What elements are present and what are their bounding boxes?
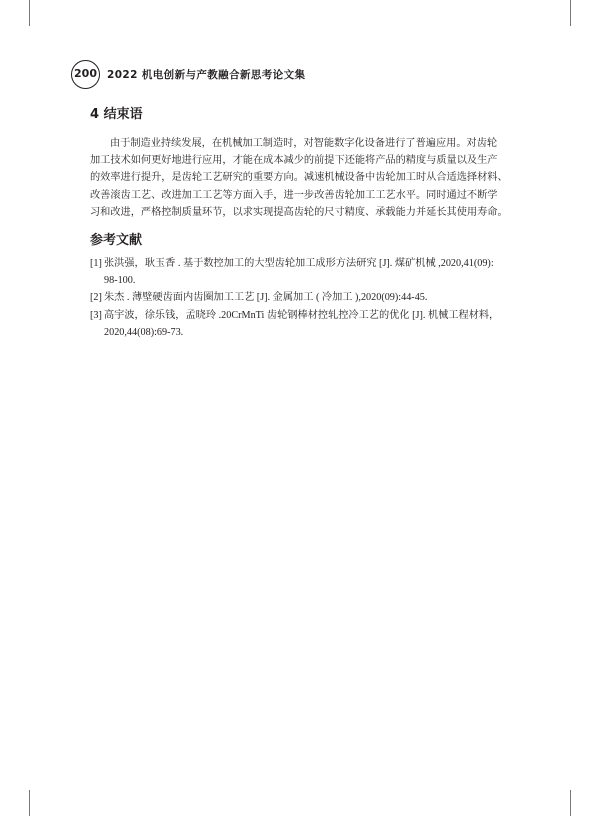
crop-mark-bottom-left: [29, 790, 30, 816]
running-title: 2022 机电创新与产教融合新思考论文集: [107, 69, 306, 81]
paragraph-line: 的效率进行提升，是齿轮工艺研究的重要方向。减速机械设备中齿轮加工时从合适选择材料、: [90, 172, 508, 184]
crop-mark-top-right: [570, 0, 571, 26]
reference-text: 98-100.: [104, 275, 136, 287]
crop-mark-top-left: [29, 0, 30, 26]
reference-text: 2020,44(08):69-73.: [104, 326, 184, 338]
reference-item: [90, 255, 520, 289]
paragraph-line: 加工技术如何更好地进行应用，才能在成本减少的前提下还能将产品的精度与质量以及生产: [90, 155, 498, 167]
reference-item: [90, 307, 520, 341]
reference-text: 张洪强，耿玉香 . 基于数控加工的大型齿轮加工成形方法研究 [J]. 煤矿机械 ,2020,41(09):: [104, 258, 494, 269]
reference-text: 朱杰 . 薄壁硬齿面内齿圈加工工艺 [J]. 金属加工 ( 冷加工 ),2020(09):44-45.: [104, 292, 428, 304]
paragraph-line: 改善滚齿工艺、改进加工工艺等方面入手，进一步改善齿轮加工工艺水平。同时通过不断学: [90, 189, 498, 201]
reference-number: [2]: [90, 292, 102, 304]
reference-number: [3]: [90, 309, 102, 321]
references-heading: 参考文献: [90, 233, 143, 248]
conclusion-paragraph: [90, 135, 520, 221]
reference-text: 高宇波，徐乐钱，孟晓玲 .20CrMnTi 齿轮钢棒材控轧控冷工艺的优化 [J]. 机械工程材料，: [104, 309, 500, 321]
paragraph-line: 由于制造业持续发展，在机械加工制造时，对智能数字化设备进行了普遍应用。对齿轮: [110, 138, 498, 149]
reference-number: [1]: [90, 258, 102, 269]
paragraph-line: 习和改进，严格控制质量环节，以求实现提高齿轮的尺寸精度、承载能力并延长其使用寿命。: [90, 206, 508, 218]
conclusion-heading: 4 结束语: [90, 107, 143, 122]
page-number: 200: [71, 60, 100, 89]
reference-list: [90, 255, 520, 341]
reference-item: [90, 289, 520, 306]
crop-mark-bottom-right: [570, 790, 571, 816]
